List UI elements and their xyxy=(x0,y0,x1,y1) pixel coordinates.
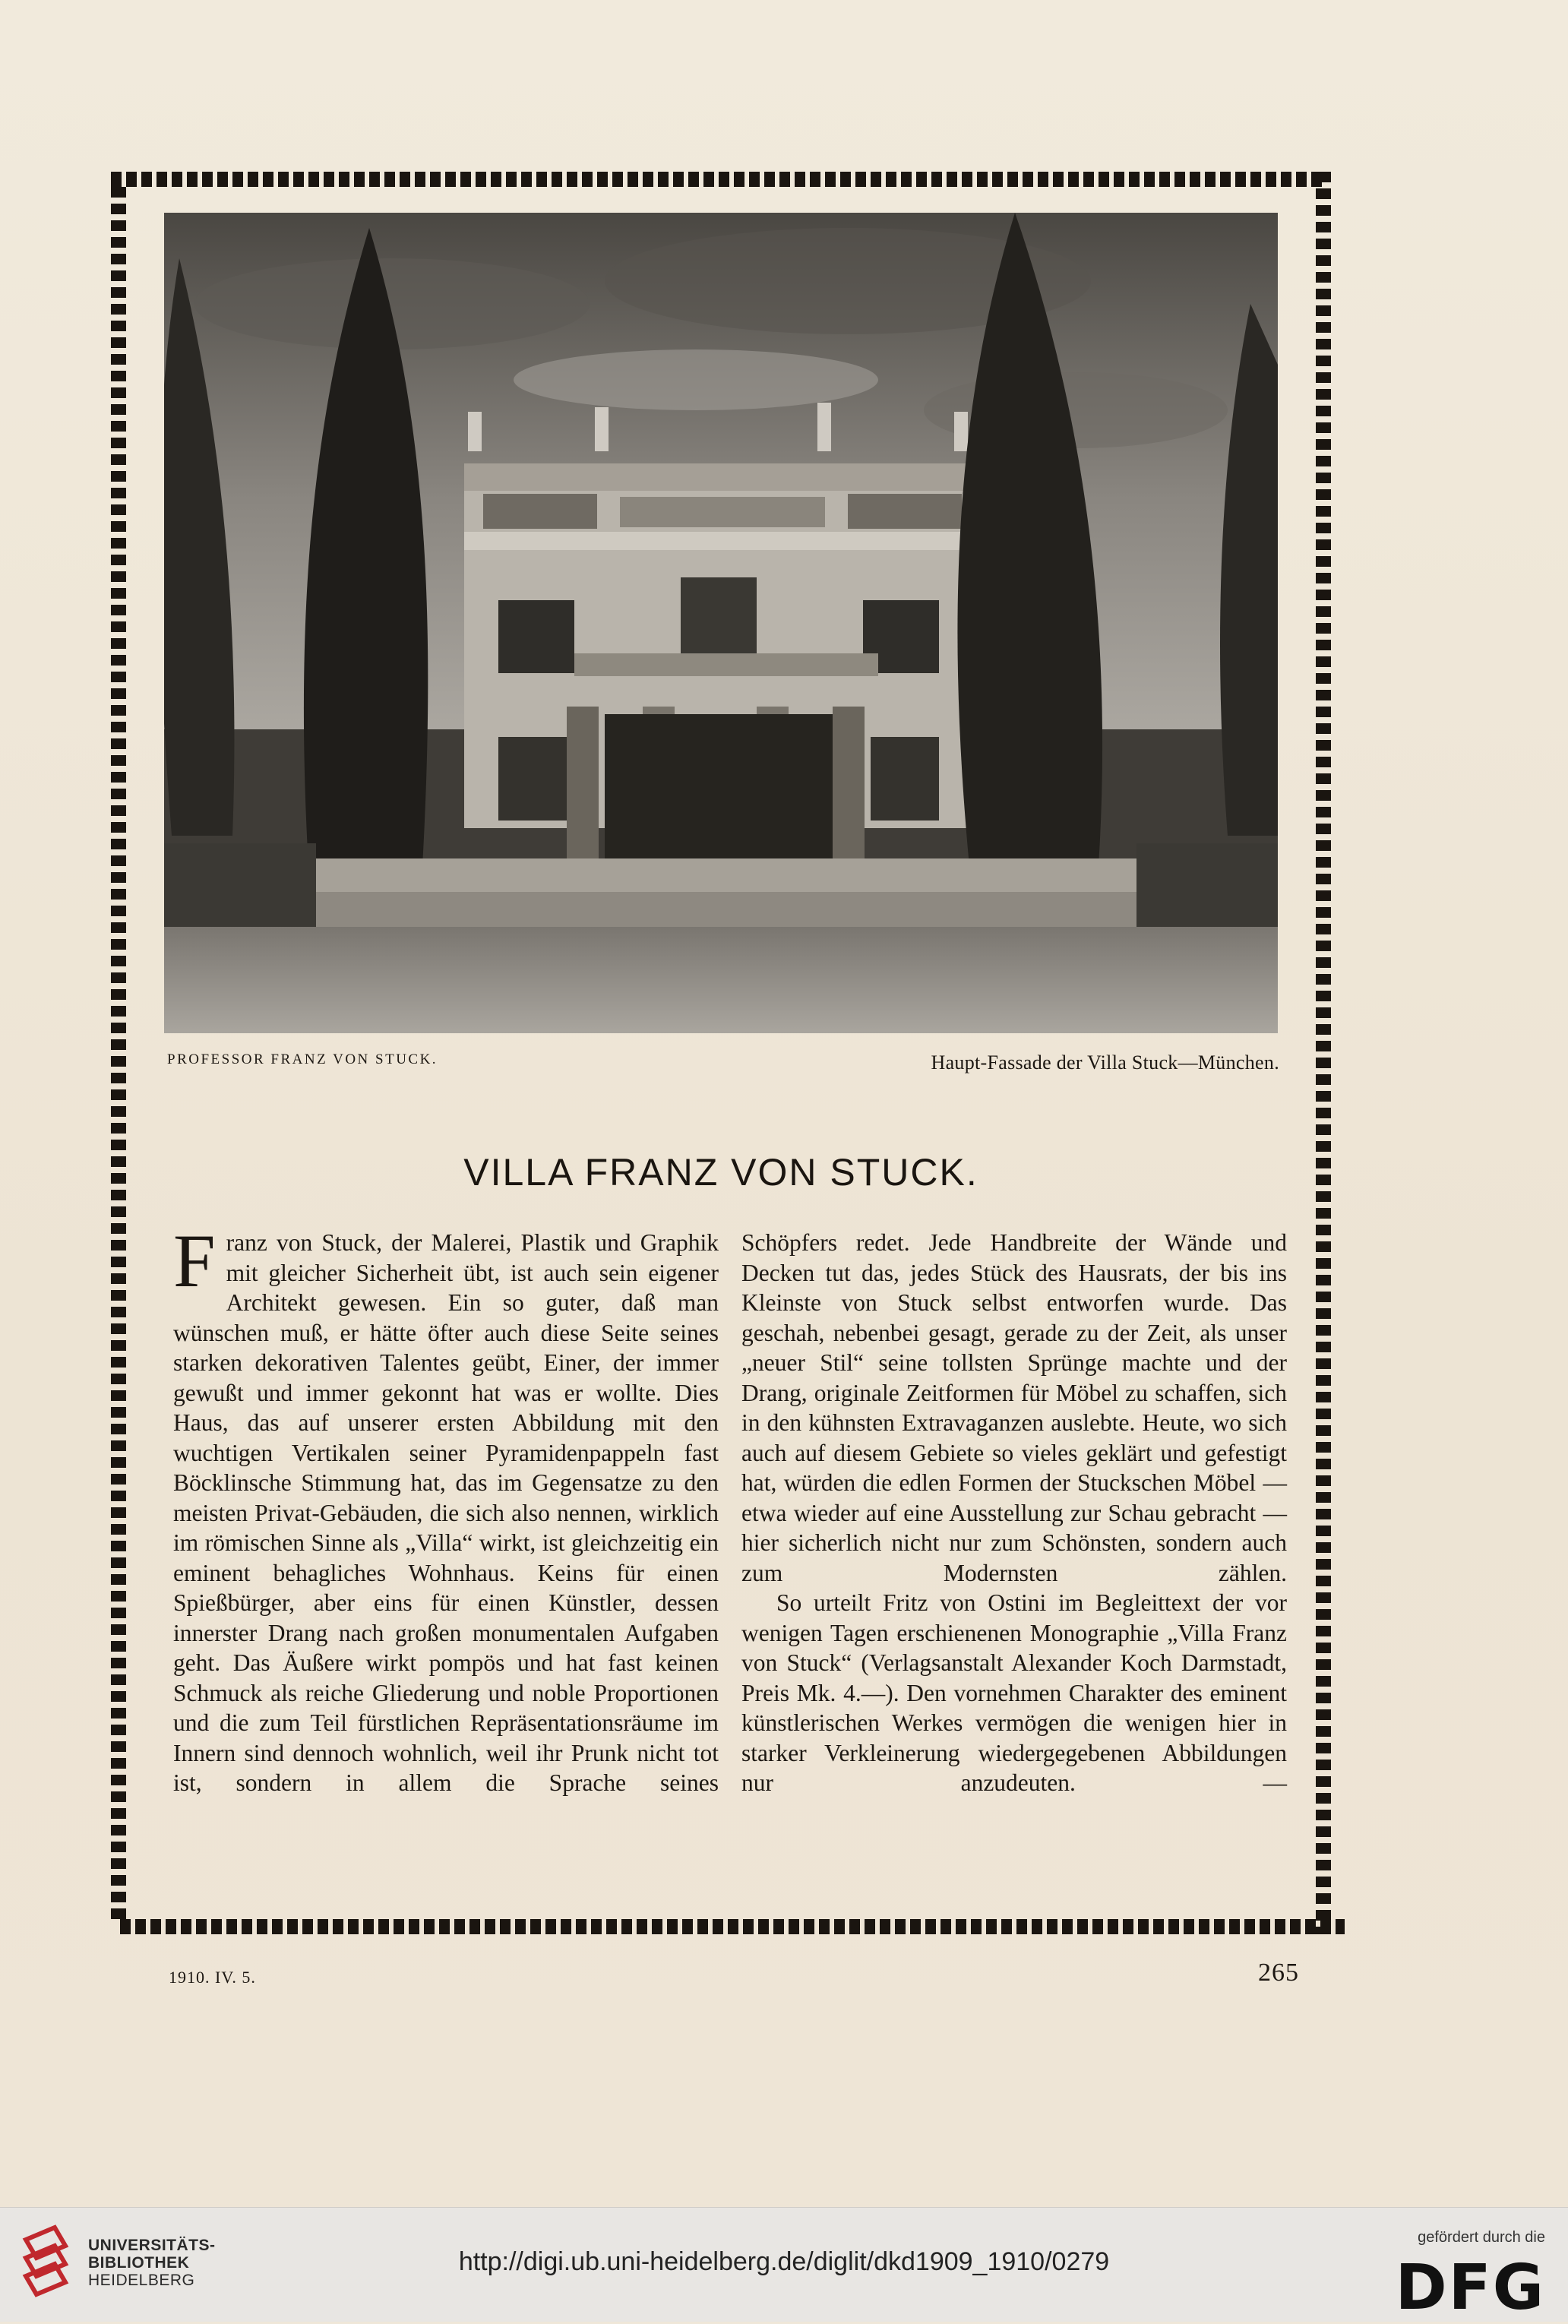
dfg-logo[interactable]: DFG xyxy=(1395,2252,1545,2324)
ornamental-frame-left xyxy=(111,187,126,1919)
document-url-link[interactable]: http://digi.ub.uni-heidelberg.de/diglit/dkd1909_1910/0279 xyxy=(458,2247,1110,2276)
issue-date: 1910. IV. 5. xyxy=(169,1968,256,1987)
paragraph xyxy=(173,1219,719,1798)
paragraph: Schöpfers redet. Jede Handbreite der Wände und Decken tut das, jedes Stück des Hausrats, der bis ins Kleinste von Stuck selbst entworfen wurde. Das geschah, nebenbei gesagt, gerade zu der Zeit, als unser „neuer Stil“ seine tollsten Sprünge machte und der Drang, originale Zeitformen für Möbel zu schaffen, sich in den kühnsten Extravaganzen auslebte. Heute, wo sich auch auf diesem Gebiete so vieles geklärt und gefestigt hat, würden die edlen Formen der Stuckschen Möbel — etwa wieder auf eine Ausstellung zur Schau gebracht — hier sicherlich nicht nur zum Schönsten, sondern auch zum Modernsten zählen. xyxy=(741,1229,1287,1586)
institution-line: UNIVERSITÄTS- xyxy=(88,2237,216,2254)
ornamental-frame-bottom xyxy=(120,1919,1345,1934)
villa-photograph xyxy=(164,213,1278,1033)
text-column-left xyxy=(173,1219,719,1798)
funding-note: gefördert durch die xyxy=(1418,2229,1545,2246)
institution-line: HEIDELBERG xyxy=(88,2272,195,2289)
photo-caption-credit: PROFESSOR FRANZ VON STUCK. xyxy=(167,1051,438,1067)
paragraph-text: ranz von Stuck, der Malerei, Plastik und Graphik mit gleicher Sicherheit übt, ist auch sein eigener Architekt gewesen. Ein so guter, daß man wünschen muß, er hätte öfter auch diese Seite seines starken dekorativen Talentes geübt, Einer, der immer gewußt und immer gekonnt hat was er wollte. Dies Haus, das auf unserer ersten Abbildung mit den wuchtigen Vertikalen seiner Pyramidenpappeln fast Böcklinsche Stimmung hat, das im Gegensatze zu den meisten Privat-Gebäuden, die sich also nennen, wirklich im römischen Sinne als „Villa“ wirkt, ist gleichzeitig ein eminent behagliches Wohnhaus. Keins für einen Spießbürger, aber eins für einen Künstler, dessen innerster Drang nach großen monumentalen Aufgaben geht. Das Äußere wirkt pompös und hat fast keinen Schmuck als reiche Gliederung und noble Proportionen und die zum Teil fürstlichen Repräsentationsräume im Innern sind dennoch wohnlich, weil ihr Prunk nicht tot ist, sondern in allem die Sprache seines xyxy=(173,1229,719,1796)
photo-caption-description: Haupt-Fassade der Villa Stuck—München. xyxy=(931,1051,1279,1073)
drop-cap: F xyxy=(173,1219,216,1303)
digital-library-footer xyxy=(0,2207,1568,2322)
paragraph: So urteilt Fritz von Ostini im Begleittext der vor wenigen Tagen erschienenen Monographie „Villa Franz von Stuck“ (Verlagsanstalt Alexander Koch Darmstadt, Preis Mk. 4.—). Den vornehmen Charakter des eminent künstlerischen Werkes vermögen die wenigen hier in starker Verkleinerung wiedergegebenen Abbildungen nur anzudeuten. — xyxy=(741,1589,1287,1796)
ornamental-frame-top xyxy=(111,172,1325,187)
villa-facade-image xyxy=(164,213,1278,1033)
ornamental-frame-right xyxy=(1316,172,1331,1934)
article-title: VILLA FRANZ VON STUCK. xyxy=(463,1151,978,1194)
institution-line: BIBLIOTHEK xyxy=(88,2254,190,2272)
text-column-right xyxy=(741,1228,1287,1798)
page-number: 265 xyxy=(1258,1959,1299,1987)
